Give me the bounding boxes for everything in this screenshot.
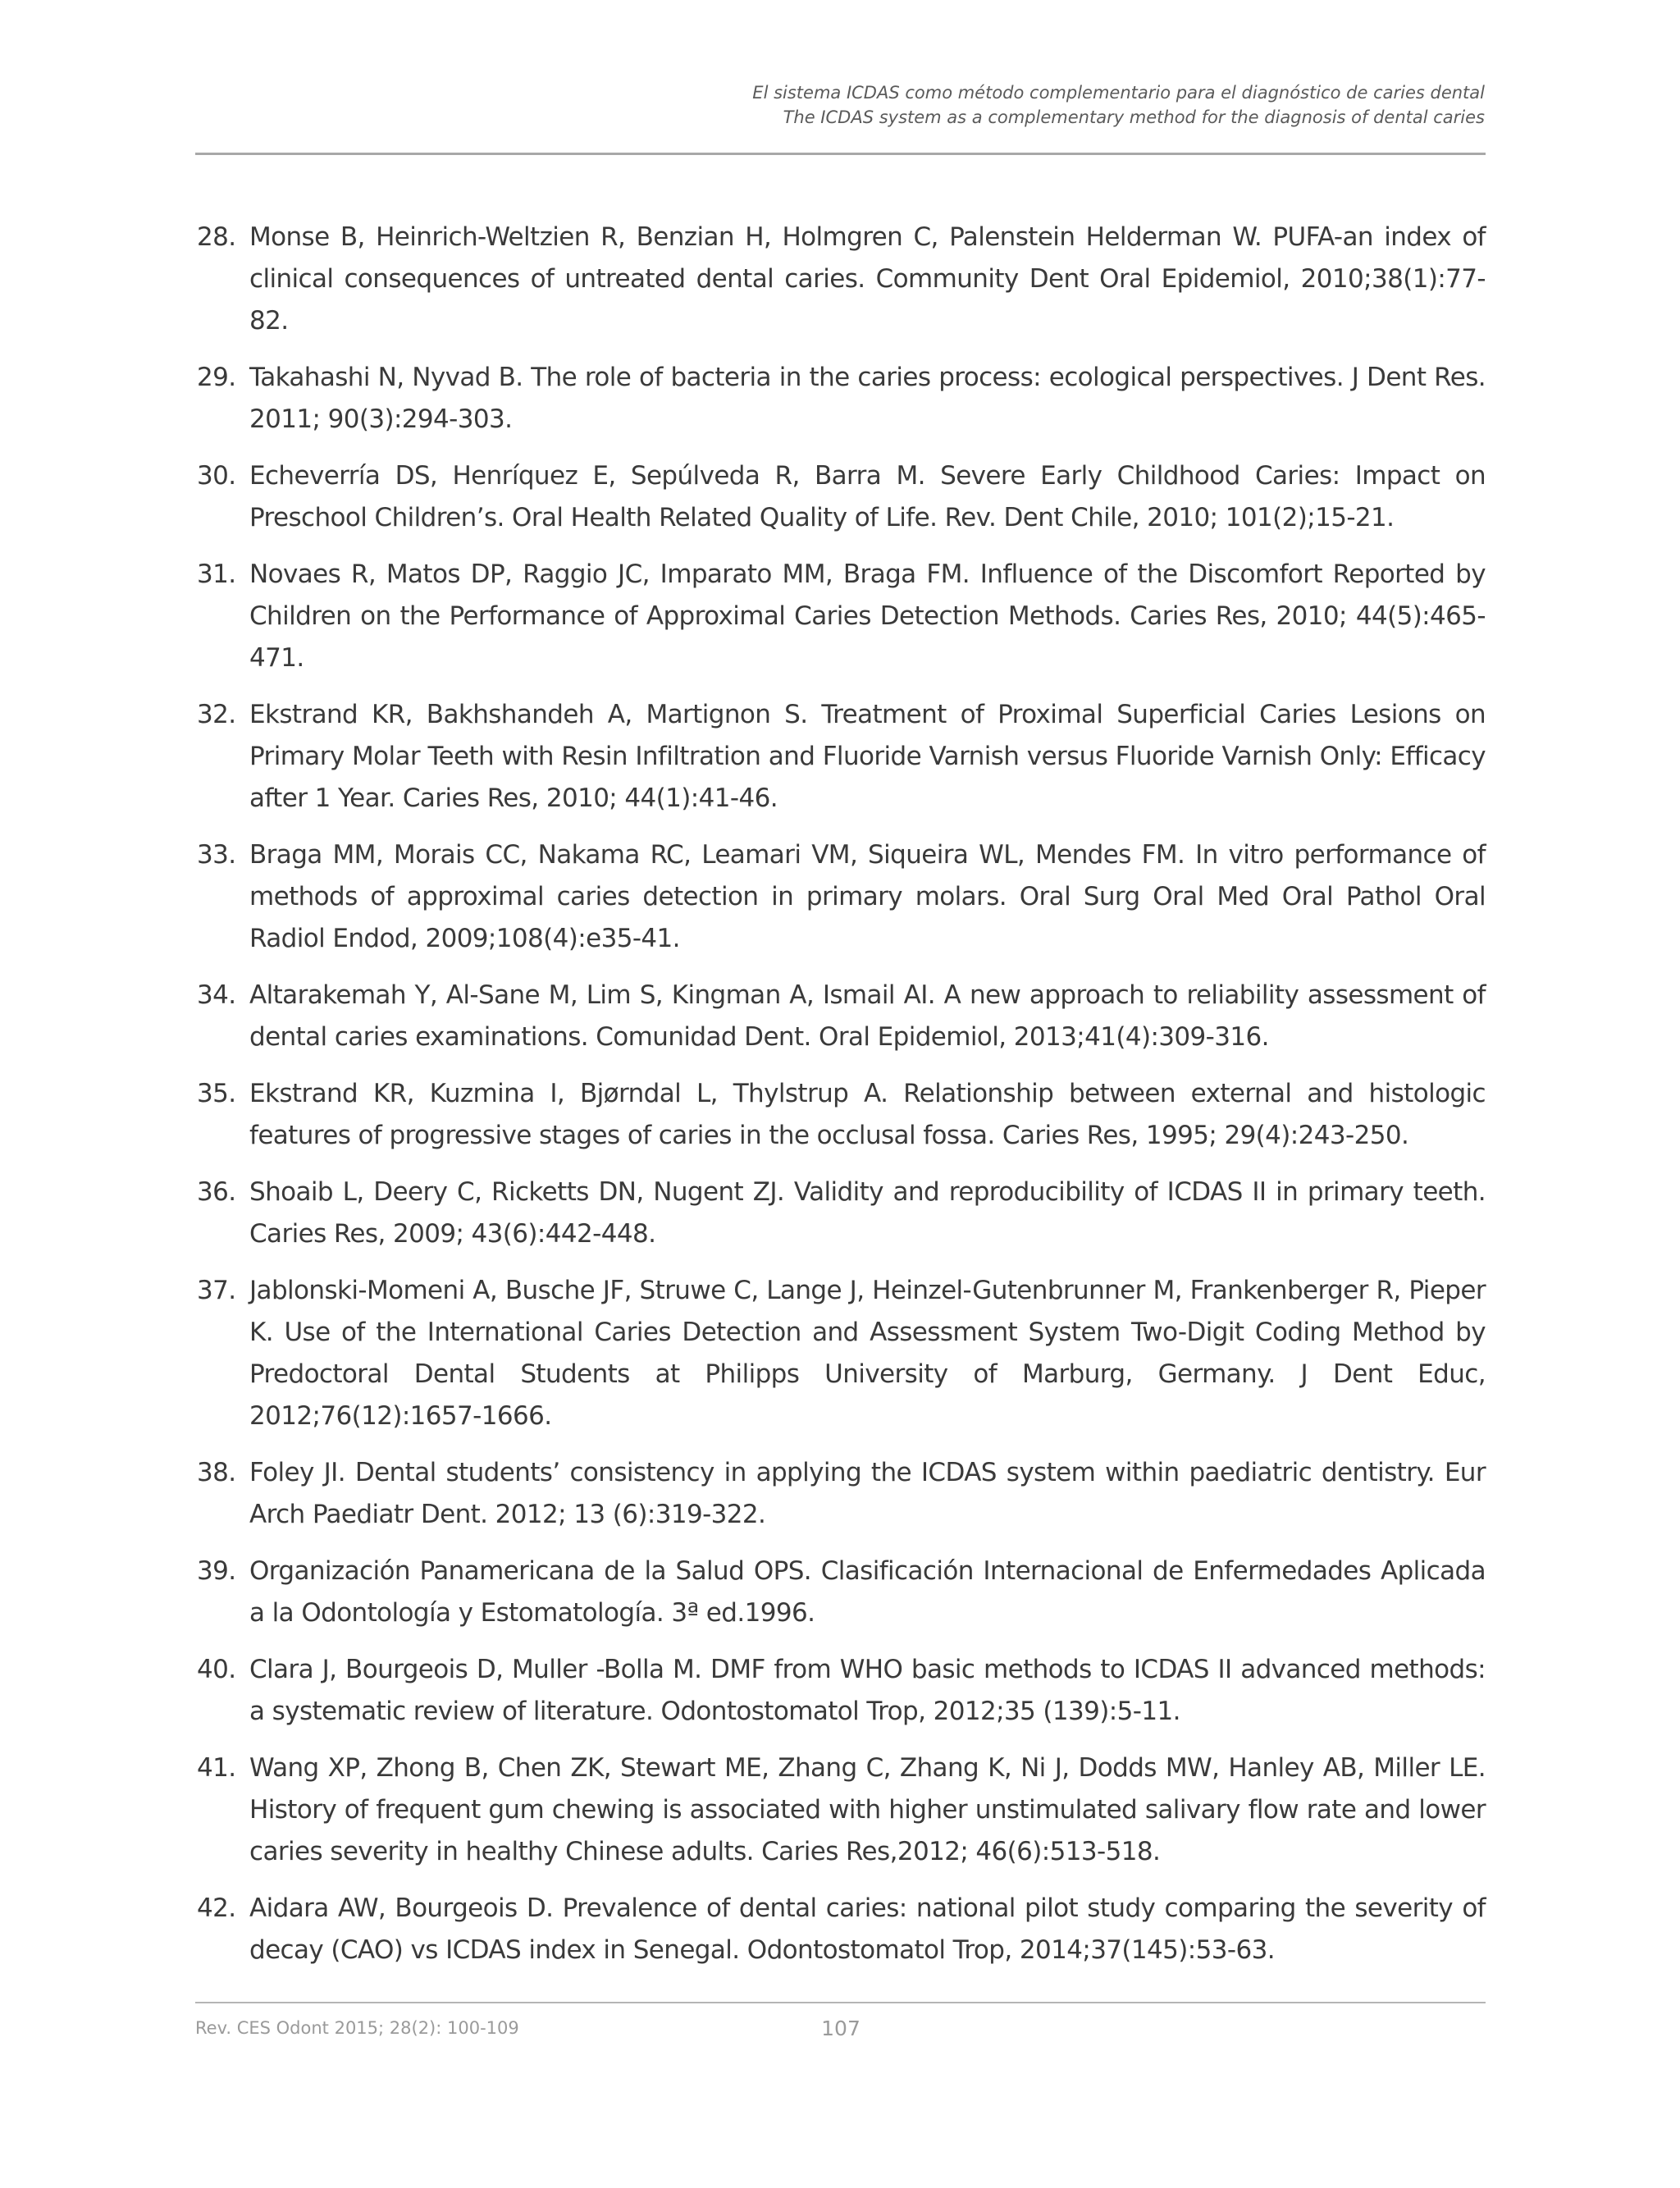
reference-item <box>197 694 1486 820</box>
reference-item <box>197 1649 1486 1733</box>
reference-text: Novaes R, Matos DP, Raggio JC, Imparato MM, Braga FM. Influence of the Discomfort Reported by Children on the Performance of Approximal Caries Detection Methods. Caries Res, 2010; 44(5):465-471. <box>249 560 1486 673</box>
reference-number: 31. <box>197 560 236 589</box>
page-number: 107 <box>821 2017 861 2040</box>
reference-number: 39. <box>197 1556 236 1586</box>
reference-list <box>197 217 1486 1986</box>
reference-item <box>197 455 1486 539</box>
reference-number: 35. <box>197 1079 236 1108</box>
reference-number: 30. <box>197 461 236 491</box>
reference-item <box>197 834 1486 960</box>
reference-text: Jablonski-Momeni A, Busche JF, Struwe C, Lange J, Heinzel-Gutenbrunner M, Frankenberger R, Pieper K. Use of the International Caries Detection and Assessment System Two-Digit Coding Method by Predoctoral Dental Students at Philipps University of Marburg, Germany. J Dent Educ, 2012;76(12):1657-1666. <box>249 1276 1486 1431</box>
reference-number: 33. <box>197 840 236 870</box>
reference-number: 29. <box>197 363 236 392</box>
running-header <box>254 80 1485 130</box>
reference-text: Braga MM, Morais CC, Nakama RC, Leamari VM, Siqueira WL, Mendes FM. In vitro performance of methods of approximal caries detection in primary molars. Oral Surg Oral Med Oral Pathol Oral Radiol Endod, 2009;108(4):e35-41. <box>249 840 1486 953</box>
reference-item <box>197 357 1486 441</box>
reference-item <box>197 1172 1486 1255</box>
running-header-title-es: El sistema ICDAS como método complementario para el diagnóstico de caries dental <box>752 83 1485 103</box>
reference-item <box>197 554 1486 679</box>
reference-item <box>197 1747 1486 1873</box>
reference-item <box>197 975 1486 1058</box>
reference-text: Echeverría DS, Henríquez E, Sepúlveda R, Barra M. Severe Early Childhood Caries: Impact on Preschool Children’s. Oral Health Related Quality of Life. Rev. Dent Chile, 2010; 101(2);15-21. <box>249 461 1486 532</box>
reference-text: Takahashi N, Nyvad B. The role of bacteria in the caries process: ecological perspectives. J Dent Res. 2011; 90(3):294-303. <box>249 363 1486 434</box>
reference-item <box>197 1452 1486 1536</box>
reference-number: 38. <box>197 1458 236 1487</box>
reference-text: Monse B, Heinrich-Weltzien R, Benzian H, Holmgren C, Palenstein Helderman W. PUFA-an index of clinical consequences of untreated dental caries. Community Dent Oral Epidemiol, 2010;38(1):77-82. <box>249 222 1486 336</box>
header-divider <box>195 153 1486 155</box>
reference-text: Ekstrand KR, Kuzmina I, Bjørndal L, Thylstrup A. Relationship between external and histologic features of progressive stages of caries in the occlusal fossa. Caries Res, 1995; 29(4):243-250. <box>249 1079 1486 1150</box>
reference-number: 41. <box>197 1753 236 1783</box>
reference-text: Wang XP, Zhong B, Chen ZK, Stewart ME, Zhang C, Zhang K, Ni J, Dodds MW, Hanley AB, Miller LE. History of frequent gum chewing is associated with higher unstimulated salivary flow rate and lower caries severity in healthy Chinese adults. Caries Res,2012; 46(6):513-518. <box>249 1753 1486 1866</box>
reference-text: Foley JI. Dental students’ consistency in applying the ICDAS system within paediatric dentistry. Eur Arch Paediatr Dent. 2012; 13 (6):319-322. <box>249 1458 1486 1529</box>
reference-item <box>197 1888 1486 1971</box>
reference-item <box>197 1270 1486 1437</box>
reference-text: Ekstrand KR, Bakhshandeh A, Martignon S. Treatment of Proximal Superficial Caries Lesions on Primary Molar Teeth with Resin Infiltration and Fluoride Varnish versus Fluoride Varnish Only: Efficacy after 1 Year. Caries Res, 2010; 44(1):41-46. <box>249 700 1486 813</box>
reference-number: 42. <box>197 1893 236 1923</box>
running-header-title-en: The ICDAS system as a complementary method for the diagnosis of dental caries <box>783 107 1485 127</box>
footer-journal-citation: Rev. CES Odont 2015; 28(2): 100-109 <box>195 2018 519 2038</box>
reference-number: 36. <box>197 1177 236 1207</box>
reference-item <box>197 1073 1486 1157</box>
reference-text: Aidara AW, Bourgeois D. Prevalence of dental caries: national pilot study comparing the severity of decay (CAO) vs ICDAS index in Senegal. Odontostomatol Trop, 2014;37(145):53-63. <box>249 1893 1486 1965</box>
reference-text: Altarakemah Y, Al-Sane M, Lim S, Kingman A, Ismail AI. A new approach to reliability assessment of dental caries examinations. Comunidad Dent. Oral Epidemiol, 2013;41(4):309-316. <box>249 980 1486 1052</box>
reference-number: 32. <box>197 700 236 729</box>
reference-number: 37. <box>197 1276 236 1305</box>
reference-number: 28. <box>197 222 236 252</box>
reference-text: Shoaib L, Deery C, Ricketts DN, Nugent ZJ. Validity and reproducibility of ICDAS II in primary teeth. Caries Res, 2009; 43(6):442-448. <box>249 1177 1486 1249</box>
reference-text: Clara J, Bourgeois D, Muller -Bolla M. DMF from WHO basic methods to ICDAS II advanced methods: a systematic review of literature. Odontostomatol Trop, 2012;35 (139):5-11. <box>249 1655 1486 1726</box>
reference-item <box>197 217 1486 342</box>
footer-divider <box>195 2002 1486 2003</box>
reference-number: 40. <box>197 1655 236 1684</box>
reference-number: 34. <box>197 980 236 1010</box>
reference-item <box>197 1551 1486 1634</box>
reference-text: Organización Panamericana de la Salud OPS. Clasificación Internacional de Enfermedades Aplicada a la Odontología y Estomatología. 3ª ed.1996. <box>249 1556 1486 1628</box>
